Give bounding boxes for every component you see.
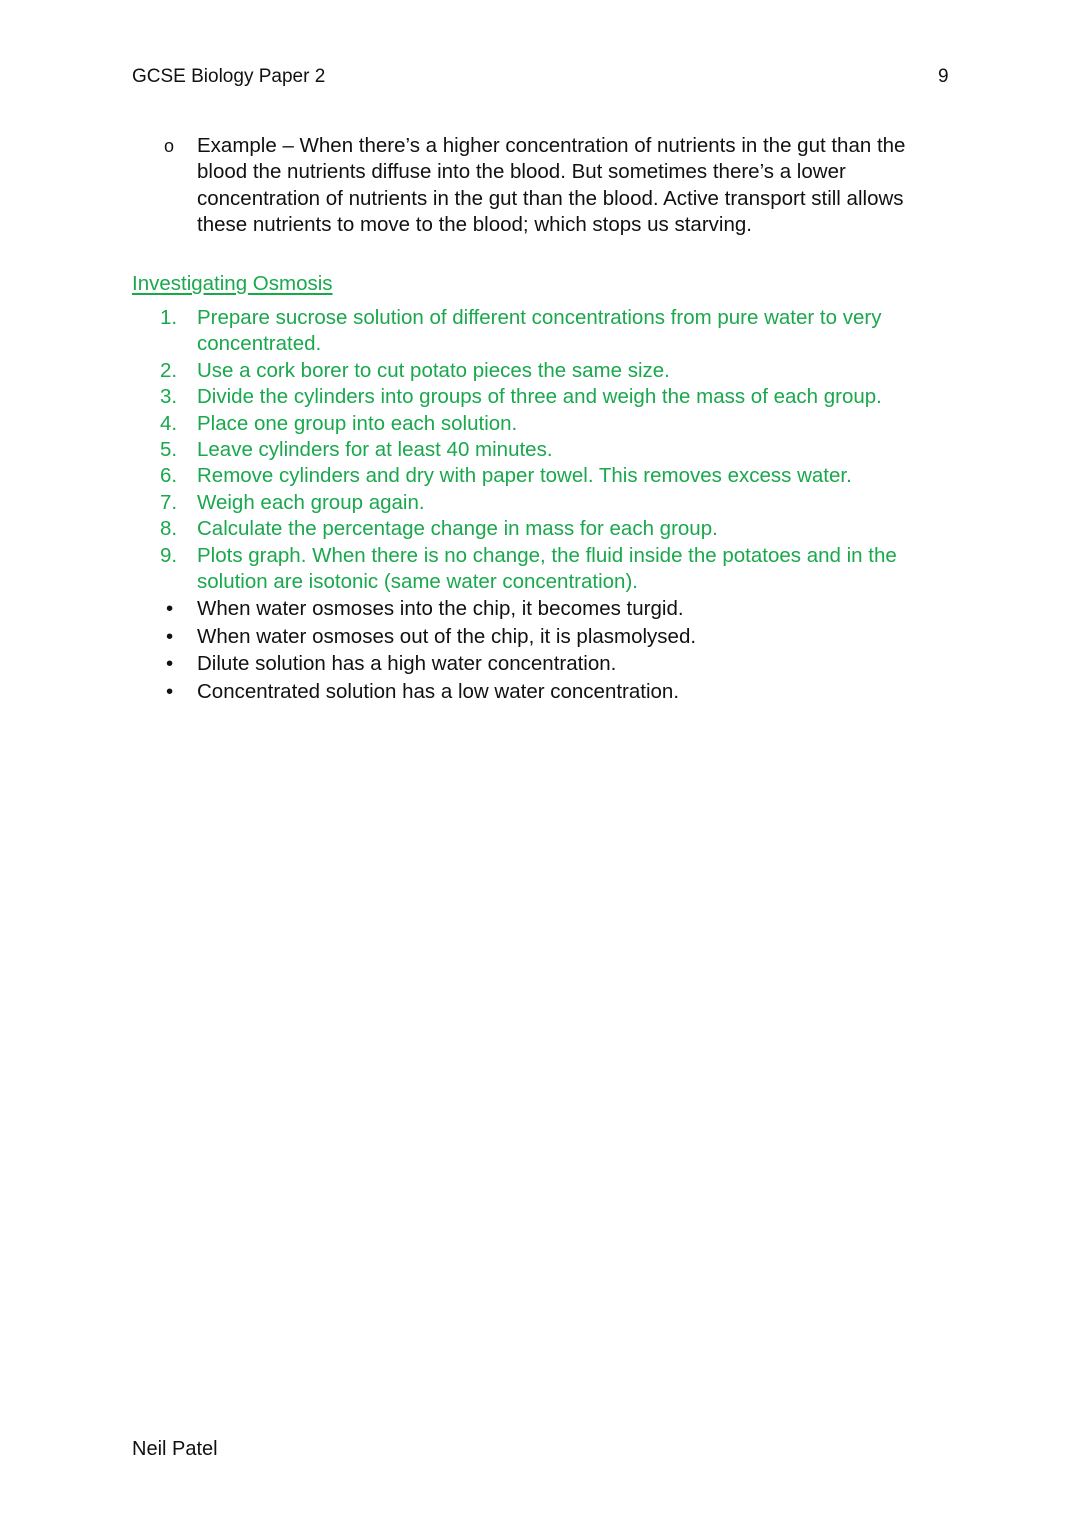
step-number: 6. [160,464,178,488]
numbered-step [160,490,960,516]
bullet-icon: • [166,597,174,621]
bullet-item [160,650,960,678]
bullet-item [160,623,960,651]
bullet-text: Dilute solution has a high water concentration. [197,652,617,676]
step-text: Use a cork borer to cut potato pieces the same size. [197,358,670,382]
step-text: Calculate the percentage change in mass for each group. [197,517,718,541]
step-number: 9. [160,543,178,567]
step-text: Leave cylinders for at least 40 minutes. [197,438,553,462]
step-number: 8. [160,517,178,541]
step-number: 2. [160,358,178,382]
example-paragraph: Example – When there’s a higher concentration of nutrients in the gut than the blood the nutrients diffuse into the blood. But sometimes there’s a lower concentration of nutrients in the gut than the blood. Active transport still allows these nutrients to move to the blood; which stops us starving. [197,134,906,237]
numbered-step [160,411,960,437]
step-text: Prepare sucrose solution of different concentrations from pure water to very concentrated. [197,306,882,356]
bullet-item [160,678,960,706]
numbered-step [160,463,960,489]
numbered-step [160,305,960,358]
numbered-step [160,437,960,463]
bullet-icon: • [166,624,174,648]
step-text: Place one group into each solution. [197,411,518,435]
step-number: 5. [160,438,178,462]
step-text: Plots graph. When there is no change, the fluid inside the potatoes and in the solution are isotonic (same water concentration). [197,543,897,594]
step-text: Weigh each group again. [197,490,425,514]
numbered-step [160,384,960,410]
sub-bullet-marker: o [164,136,175,156]
bullet-item [160,595,960,623]
bullet-text: Concentrated solution has a low water concentration. [197,679,680,703]
section-heading: Investigating Osmosis [132,272,333,295]
step-number: 1. [160,306,178,329]
step-text: Remove cylinders and dry with paper towel. This removes excess water. [197,464,852,488]
bullet-text: When water osmoses out of the chip, it is plasmolysed. [197,624,697,648]
page-number: 9 [938,66,949,87]
step-number: 3. [160,385,178,409]
document-header-title: GCSE Biology Paper 2 [132,66,326,87]
osmosis-list [160,305,960,705]
bullet-icon: • [166,679,174,703]
numbered-step [160,543,960,596]
bullet-text: When water osmoses into the chip, it becomes turgid. [197,597,684,621]
numbered-step [160,358,960,384]
numbered-step [160,516,960,542]
step-number: 7. [160,490,178,514]
step-number: 4. [160,411,178,435]
step-text: Divide the cylinders into groups of three and weigh the mass of each group. [197,385,882,409]
bullet-icon: • [166,652,174,676]
footer-author: Neil Patel [132,1438,218,1460]
